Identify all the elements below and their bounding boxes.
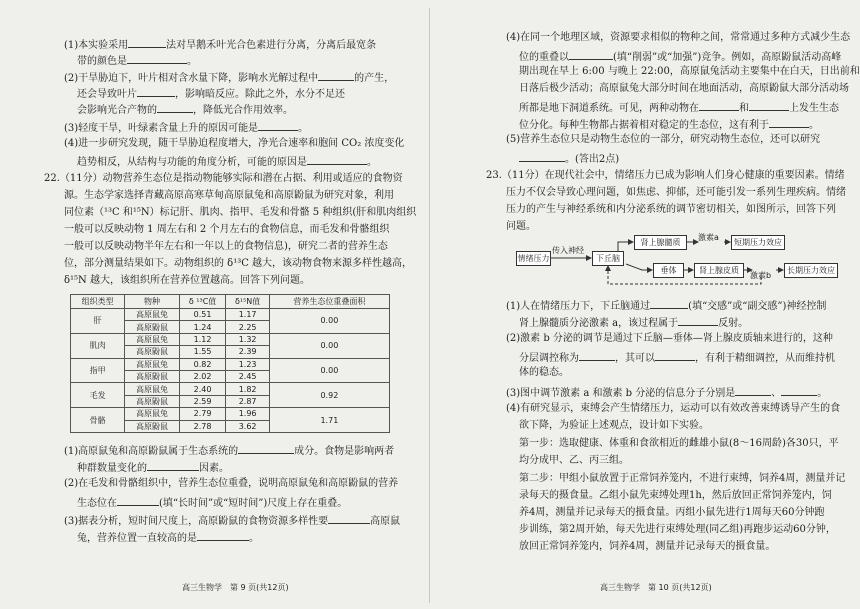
q23-intro-3: 压力的产生与神经系统和内分泌系统的调节密切相关，如图所示，回答下列 [506, 204, 836, 215]
q22-sub4-line6: 位分化。每种生物都占据着相对稳定的生态位，这有利于 。 [519, 115, 819, 131]
q21-line-4: 还会导致叶片 ，影响暗反应。除此之外，水分不足还 [77, 84, 345, 100]
species-cell: 高原鼢鼠 [125, 321, 179, 333]
q23-step1-line2: 均分成甲、乙、丙三组。 [519, 455, 629, 466]
n15-cell: 3.62 [226, 420, 269, 432]
answer-blank[interactable] [655, 348, 695, 361]
c13-cell: 2.78 [179, 420, 226, 432]
q23-step1-line1: 第一步：选取健康、体重和食欲相近的雌雄小鼠(8～16周龄)各30只，平 [519, 438, 839, 449]
box-short-term-effect: 短期压力效应 [731, 235, 785, 250]
q22-intro-4: 一般可以反映动物 1 周左右和 2 个月左右的食物信息，而毛发和骨骼组织 [64, 224, 390, 235]
page-footer: 高三生物学 第 9 页(共12页) [182, 583, 289, 592]
table-row [71, 408, 390, 420]
c13-cell: 0.82 [179, 358, 226, 370]
q23-step2-line4: 步训练，第2周开始，每天先进行束缚处理(同乙组)再跑步运动60分钟， [519, 524, 836, 535]
n15-cell: 1.32 [226, 333, 269, 345]
q22-intro-5: 一般可以反映动物半年左右和一年以上的食物信息)，研究二者的营养生态 [64, 241, 388, 252]
q22-intro-6: 位，部分测量结果如下。动物组织的 δ¹³C 越大，该动物食物来源多样性越高， [64, 258, 413, 269]
c13-cell: 2.02 [179, 370, 226, 382]
table-row [71, 309, 390, 321]
q21-line-3: (2)干旱胁迫下，叶片相对含水量下降，影响水光解过程中 的产生， [64, 68, 394, 84]
tissue-cell: 指甲 [71, 358, 125, 383]
q22-sub3-line2: 兔，营养位置一直较高的是 。 [77, 528, 259, 544]
q22-sub3-line1: (3)据表分析，短时间尺度上，高原鼢鼠的食物资源多样性要 高原鼠 [64, 511, 400, 527]
box-emotional-stress: 情绪压力 [516, 251, 551, 266]
overlap-cell: 0.00 [269, 309, 389, 334]
box-adrenal-cortex: 肾上腺皮质 [694, 263, 744, 278]
q22-sub4-line1: (4)在同一个地理区域，资源要求相似的物种之间，常常通过多种方式减少生态 [506, 32, 851, 43]
species-cell: 高原鼢鼠 [125, 370, 179, 382]
q23-sub1-line2: 肾上腺髓质分泌激素 a，该过程属于 反射。 [519, 313, 748, 329]
answer-blank[interactable] [328, 511, 370, 524]
species-cell: 高原鼠兔 [125, 408, 179, 420]
answer-blank[interactable] [678, 313, 718, 326]
answer-blank[interactable] [197, 528, 249, 541]
q22-sub2-line1: (2)在毛发和骨骼组织中，营养生态位重叠，说明高原鼠兔和高原鼢鼠的营养 [64, 478, 399, 489]
isotope-table [70, 294, 390, 433]
box-pituitary: 垂体 [653, 263, 684, 278]
q22-sub4-line3: 期出现在早上 6:00 与晚上 22:00，高原鼠兔活动主要集中在白天，日出前和 [519, 66, 860, 77]
table-header: 营养生态位重叠面积 [269, 295, 389, 309]
n15-cell: 2.87 [226, 395, 269, 407]
c13-cell: 2.40 [179, 383, 226, 395]
table-row [71, 383, 390, 395]
c13-cell: 1.24 [179, 321, 226, 333]
tissue-cell: 肌肉 [71, 333, 125, 358]
q23-sub2-line3: 体的稳态。 [519, 367, 569, 378]
q22-sub1-line2: 种群数量变化的 因素。 [77, 458, 229, 474]
q23-sub2-line1: (2)激素 b 分泌的调节是通过下丘脑—垂体—肾上腺皮质轴来进行的，这种 [506, 333, 833, 344]
box-long-term-effect: 长期压力效应 [784, 263, 838, 278]
q22-intro-1: 22.（11分）动物营养生态位是指动物能够实际和潜在占据、利用或适应的食物资 [44, 173, 403, 184]
species-cell: 高原鼢鼠 [125, 346, 179, 358]
overlap-cell: 0.00 [269, 358, 389, 383]
table-header: 组织类型 [71, 295, 125, 309]
table-row [71, 333, 390, 345]
q22-sub4-line4: 日落后极少活动；高原鼠兔大部分时间在地面活动，高原鼢鼠大部分活动场 [519, 83, 849, 94]
q22-sub4-line2: 位的重叠以 (填“削弱”或“加强”)竞争。例如，高原鼢鼠活动高峰 [519, 47, 841, 63]
q23-step2-line5: 放回正常饲养笼内，饲养4周，测量并记录每天的摄食量。 [519, 541, 776, 552]
answer-blank[interactable] [579, 348, 615, 361]
n15-cell: 1.23 [226, 358, 269, 370]
q22-sub1-line1: (1)高原鼠兔和高原鼢鼠属于生态系统的 成分。食物是影响两者 [64, 441, 394, 457]
q21-line-7: (4)进一步研究发现，随干旱胁迫程度增大，净光合速率和胞间 CO₂ 浓度变化 [64, 138, 405, 149]
species-cell: 高原鼠兔 [125, 358, 179, 370]
q23-step2-line2: 录每天的摄食量。乙组小鼠先束缚处理1h，然后放回正常饲养笼内，饲 [519, 490, 832, 501]
box-adrenal-medulla: 肾上腺髓质 [634, 235, 687, 250]
label-afferent-nerve: 传入神经 [552, 246, 584, 255]
answer-blank[interactable] [117, 493, 159, 506]
q22-intro-3: 同位素（¹³C 和¹⁵N）标记肝、肌肉、指甲、毛发和骨骼 5 种组织(肝和肌肉组织 [64, 207, 417, 218]
box-hypothalamus: 下丘脑 [592, 251, 624, 266]
q22-intro-7: δ¹⁵N 越大，该组织所在营养位置越高。回答下列问题。 [64, 275, 310, 286]
species-cell: 高原鼢鼠 [125, 395, 179, 407]
q23-sub4-line2: 欲下降，为验证上述观点，设计如下实验。 [519, 420, 709, 431]
answer-blank[interactable] [128, 35, 166, 48]
q23-intro-1: 23.（11分）在现代社会中，情绪压力已成为影响人们身心健康的重要因素。情绪 [486, 170, 845, 181]
answer-blank[interactable] [258, 118, 298, 131]
n15-cell: 2.39 [226, 346, 269, 358]
q23-intro-2: 压力不仅会导致心理问题，如焦虑、抑郁，还可能引发一系列生理疾病。情绪 [506, 187, 846, 198]
q21-line-2: 带的颜色是 。 [77, 51, 197, 67]
q23-step2-line1: 第二步：甲组小鼠放置于正常饲养笼内，不进行束缚，饲养4周，测量并记 [519, 473, 846, 484]
answer-blank[interactable] [127, 51, 187, 64]
overlap-cell: 1.71 [269, 408, 389, 433]
c13-cell: 0.51 [179, 309, 226, 321]
overlap-cell: 0.00 [269, 333, 389, 358]
q21-line-1: (1)本实验采用 法对旱鹅禾叶光合色素进行分离，分离后最宽条 [64, 35, 376, 51]
c13-cell: 1.55 [179, 346, 226, 358]
q22-sub2-line2: 生态位在 (填“长时间”或“短时间”)尺度上存在重叠。 [77, 493, 347, 509]
table-row [71, 358, 390, 370]
q23-step2-line3: 养4周，测量并记录每天的摄食量。丙组小鼠先进行1周每天60分钟跑 [519, 507, 825, 518]
answer-blank[interactable] [238, 441, 294, 454]
label-hormone-b: 激素b [750, 271, 772, 280]
tissue-cell: 肝 [71, 309, 125, 334]
n15-cell: 1.82 [226, 383, 269, 395]
n15-cell: 1.96 [226, 408, 269, 420]
q21-line-5: 会影响光合产物的 ，降低光合作用效率。 [77, 100, 293, 116]
overlap-cell: 0.92 [269, 383, 389, 408]
answer-blank[interactable] [307, 152, 367, 165]
answer-blank[interactable] [650, 296, 688, 309]
c13-cell: 2.59 [179, 395, 226, 407]
label-hormone-a: 激素a [698, 233, 719, 242]
answer-blank[interactable] [735, 383, 771, 396]
right-page [430, 0, 860, 609]
n15-cell: 2.45 [226, 370, 269, 382]
c13-cell: 2.79 [179, 408, 226, 420]
page-footer: 高三生物学 第 10 页(共12页) [600, 583, 712, 592]
species-cell: 高原鼠兔 [125, 383, 179, 395]
c13-cell: 1.12 [179, 333, 226, 345]
table-header-row [71, 295, 390, 309]
table-header: 物种 [125, 295, 179, 309]
q21-line-8: 趋势相反，从结构与功能的角度分析，可能的原因是 。 [77, 152, 377, 168]
q23-intro-4: 问题。 [506, 221, 536, 232]
species-cell: 高原鼠兔 [125, 309, 179, 321]
species-cell: 高原鼠兔 [125, 333, 179, 345]
n15-cell: 1.17 [226, 309, 269, 321]
q23-sub4-line1: (4)有研究显示，束缚会产生情绪压力，运动可以有效改善束缚诱导产生的食 [506, 403, 841, 414]
answer-blank[interactable] [157, 100, 193, 113]
table-header: δ ¹³C值 [179, 295, 226, 309]
q23-sub3-line1: (3)图中调节激素 a 和激素 b 分泌的信息分子分别是 、 。 [506, 383, 827, 399]
tissue-cell: 毛发 [71, 383, 125, 408]
answer-blank[interactable] [147, 458, 199, 471]
q22-sub5-line2: 。(答出2点) [519, 149, 619, 165]
q23-sub2-line2: 分层调控称为 ，其可以 ，有利于精细调控，从而维持机 [519, 348, 835, 364]
answer-blank[interactable] [318, 68, 354, 81]
q23-sub1-line1: (1)人在情绪压力下，下丘脑通过 (填“交感”或“副交感”)神经控制 [506, 296, 826, 312]
tissue-cell: 骨骼 [71, 408, 125, 433]
answer-blank[interactable] [137, 84, 175, 97]
species-cell: 高原鼢鼠 [125, 420, 179, 432]
n15-cell: 2.25 [226, 321, 269, 333]
table-header: δ¹⁵N值 [226, 295, 269, 309]
q22-sub4-line5: 所都是地下洞道系统。可见，两种动物在 和 上发生生态 [519, 98, 839, 114]
q21-line-6: (3)轻度干旱，叶绿素含量上升的原因可能是 。 [64, 118, 308, 134]
q22-sub5-line1: (5)营养生态位只是动物生态位的一部分，研究动物生态位，还可以研究 [506, 134, 821, 145]
answer-blank[interactable] [781, 383, 817, 396]
q22-intro-2: 源。生态学家选择青藏高原高寒草甸高原鼠兔和高原鼢鼠为研究对象，利用 [64, 190, 394, 201]
